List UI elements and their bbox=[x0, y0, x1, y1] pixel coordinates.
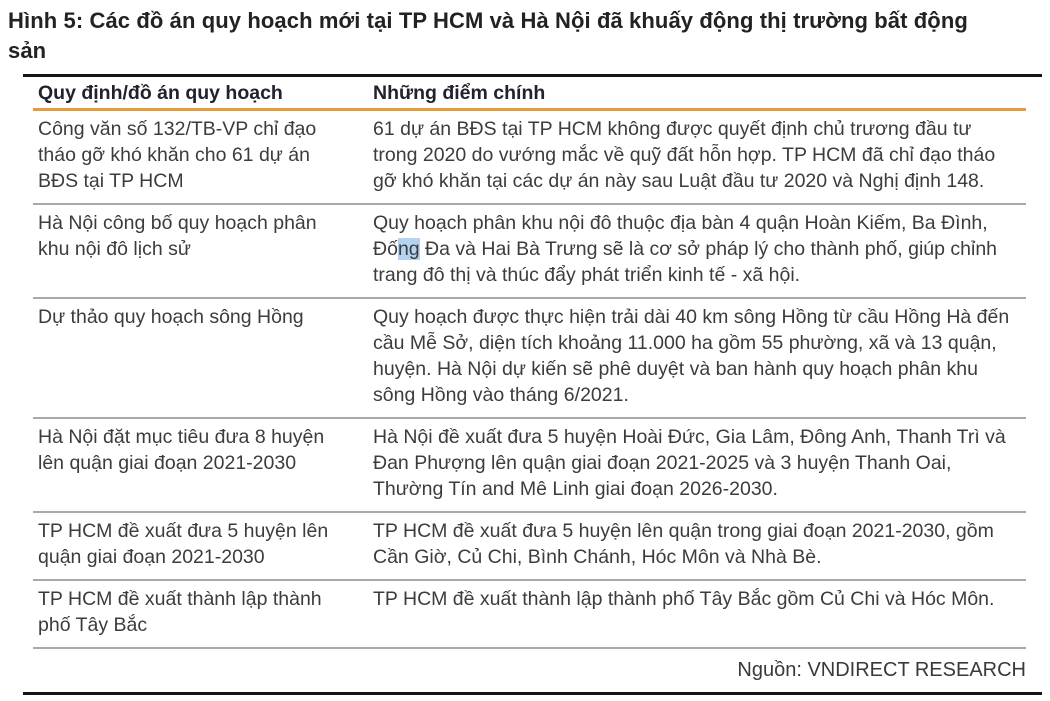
planning-table-block bbox=[23, 74, 1042, 695]
table-row bbox=[33, 298, 1026, 418]
column-header-regulation: Quy định/đồ án quy hoạch bbox=[33, 77, 373, 110]
planning-table bbox=[33, 77, 1026, 649]
key-points-text: Đa và Hai Bà Trưng sẽ là cơ sở pháp lý cho thành phố, giúp chỉnh trang đô thị và thúc đẩy phát triển kinh tế - xã hội. bbox=[373, 238, 998, 286]
source-text: Nguồn: VNDIRECT RESEARCH bbox=[737, 659, 1026, 681]
header-row bbox=[33, 77, 1026, 110]
key-points-text: Quy hoạch phân khu nội đô thuộc địa bàn 4 quận Hoàn Kiếm, Ba Đình, Đố bbox=[373, 212, 988, 260]
table-row bbox=[33, 110, 1026, 205]
search-highlight: ng bbox=[397, 238, 420, 260]
column-header-key-points: Những điểm chính bbox=[373, 77, 1026, 110]
table-row bbox=[33, 418, 1026, 512]
regulation-cell: TP HCM đề xuất đưa 5 huyện lên quận giai đoạn 2021-2030 bbox=[33, 512, 373, 580]
regulation-cell: Hà Nội công bố quy hoạch phân khu nội đô lịch sử bbox=[33, 204, 373, 298]
key-points-cell: Hà Nội đề xuất đưa 5 huyện Hoài Đức, Gia Lâm, Đông Anh, Thanh Trì và Đan Phượng lên quận giai đoạn 2021-2025 và 3 huyện Thanh Oai, Thường Tín and Mê Linh giai đoạn 2026-2030. bbox=[373, 418, 1026, 512]
table-row bbox=[33, 204, 1026, 298]
figure-title: Hình 5: Các đồ án quy hoạch mới tại TP HCM và Hà Nội đã khuấy động thị trường bất động sản bbox=[8, 8, 968, 63]
regulation-cell: Dự thảo quy hoạch sông Hồng bbox=[33, 298, 373, 418]
table-row bbox=[33, 512, 1026, 580]
key-points-cell: TP HCM đề xuất đưa 5 huyện lên quận trong giai đoạn 2021-2030, gồm Cần Giờ, Củ Chi, Bình Chánh, Hóc Môn và Nhà Bè. bbox=[373, 512, 1026, 580]
regulation-cell: Công văn số 132/TB-VP chỉ đạo tháo gỡ khó khăn cho 61 dự án BĐS tại TP HCM bbox=[38, 118, 317, 192]
table-row bbox=[33, 580, 1026, 648]
key-points-cell: Quy hoạch được thực hiện trải dài 40 km sông Hồng từ cầu Hồng Hà đến cầu Mễ Sở, diện tích khoảng 11.000 ha gồm 55 phường, xã và 13 quận, huyện. Hà Nội dự kiến sẽ phê duyệt và ban hành quy hoạch phân khu sông Hồng vào tháng 6/2021. bbox=[373, 298, 1026, 418]
source-row bbox=[23, 649, 1042, 692]
key-points-cell bbox=[373, 204, 1026, 298]
regulation-cell: Hà Nội đặt mục tiêu đưa 8 huyện lên quận giai đoạn 2021-2030 bbox=[33, 418, 373, 512]
regulation-cell: TP HCM đề xuất thành lập thành phố Tây Bắc bbox=[33, 580, 373, 648]
key-points-cell: 61 dự án BĐS tại TP HCM không được quyết định chủ trương đầu tư trong 2020 do vướng mắc về quỹ đất hỗn hợp. TP HCM đã chỉ đạo tháo gỡ khó khăn tại các dự án này sau Luật đầu tư 2020 và Nghị định 148. bbox=[373, 118, 996, 192]
key-points-cell: TP HCM đề xuất thành lập thành phố Tây Bắc gồm Củ Chi và Hóc Môn. bbox=[373, 580, 1026, 648]
